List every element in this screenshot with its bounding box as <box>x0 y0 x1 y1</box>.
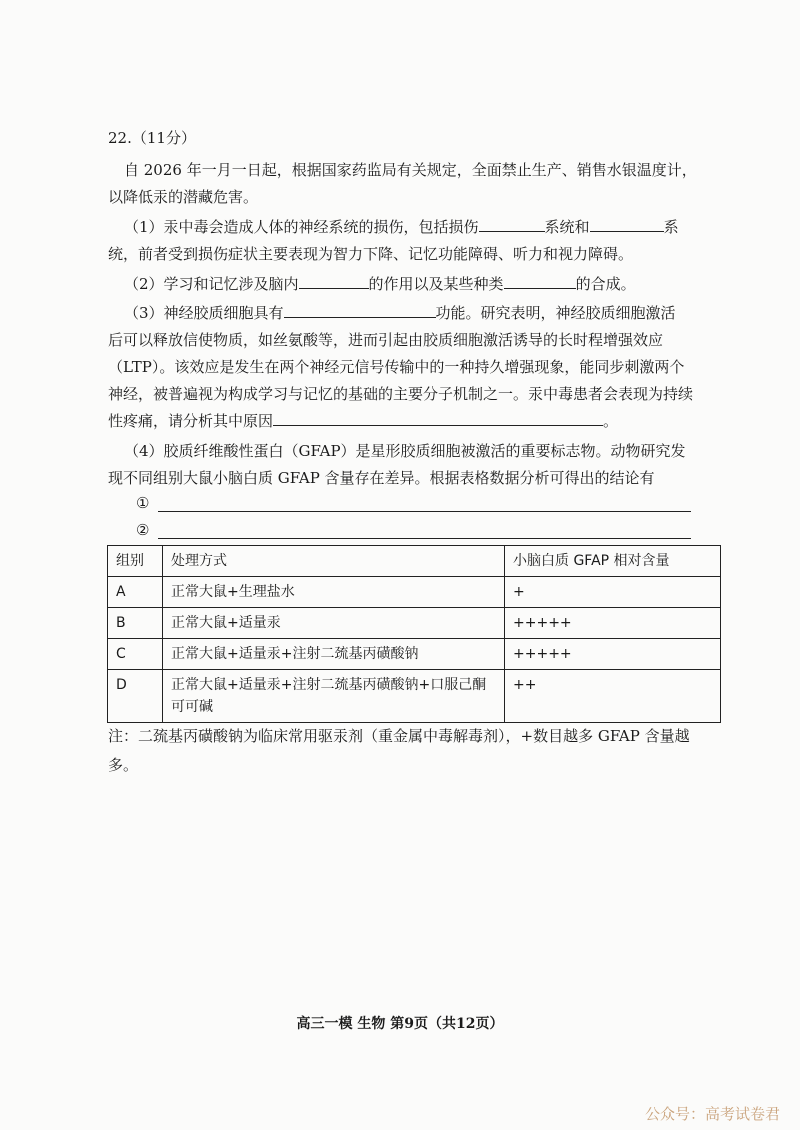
answer-2-rule <box>158 538 691 539</box>
q3-blank-1[interactable] <box>284 303 436 318</box>
cell-treatment: 正常大鼠+适量汞+注射二巯基丙磺酸钠 <box>163 639 505 670</box>
q1-text-b: 系统和 <box>544 218 590 236</box>
cell-treatment: 正常大鼠+生理盐水 <box>163 577 505 608</box>
cell-treatment: 正常大鼠+适量汞 <box>163 608 505 639</box>
header-treatment: 处理方式 <box>163 546 505 577</box>
q2-blank-1[interactable] <box>299 274 369 289</box>
cell-level: + <box>505 577 721 608</box>
q3-text-f: 性疼痛，请分析其中原因 <box>108 412 274 430</box>
answer-line-1[interactable] <box>136 494 691 516</box>
q3-line-4: 神经，被普遍视为构成学习与记忆的基础的主要分子机制之一。汞中毒患者会表现为持续 <box>108 385 694 403</box>
q3-line-3: （LTP）。该效应是发生在两个神经元信号传输中的一种持久增强现象，能同步刺激两个 <box>108 358 685 376</box>
table-row <box>108 670 721 723</box>
cell-group: A <box>108 577 163 608</box>
table-row <box>108 608 721 639</box>
q4-line-2: 现不同组别大鼠小脑白质 GFAP 含量存在差异。根据表格数据分析可得出的结论有 <box>108 469 655 487</box>
table-row <box>108 639 721 670</box>
intro-line-1: 自 2026 年一月一日起，根据国家药监局有关规定，全面禁止生产、销售水银温度计， <box>124 161 697 179</box>
q1-blank-2[interactable] <box>590 217 664 232</box>
answer-line-2[interactable] <box>136 521 691 543</box>
q1-text-a: （1）汞中毒会造成人体的神经系统的损伤，包括损伤 <box>124 218 479 236</box>
q3-text-g: 。 <box>603 412 619 430</box>
question-header: 22.（11分） <box>108 129 196 147</box>
q3-blank-2[interactable] <box>273 411 603 426</box>
answer-2-marker: ② <box>136 521 150 539</box>
cell-level: +++++ <box>505 639 721 670</box>
answer-1-marker: ① <box>136 494 150 512</box>
q3-text-b: 功能。研究表明，神经胶质细胞激活 <box>435 304 676 322</box>
q2-text-c: 的合成。 <box>575 275 636 293</box>
header-group: 组别 <box>108 546 163 577</box>
cell-treatment: 正常大鼠+适量汞+注射二巯基丙磺酸钠+口服己酮可可碱 <box>163 670 505 723</box>
page-footer: 高三一模 生物 第9页（共12页） <box>296 1016 504 1032</box>
watermark: 公众号：高考试卷君 <box>644 1105 780 1123</box>
cell-group: C <box>108 639 163 670</box>
q1-line-1 <box>124 217 698 237</box>
cell-group: D <box>108 670 163 723</box>
q3-line-2: 后可以释放信使物质，如丝氨酸等，进而引起由胶质细胞激活诱导的长时程增强效应 <box>108 331 664 349</box>
note-line-1: 注：二巯基丙磺酸钠为临床常用驱汞剂（重金属中毒解毒剂），+数目越多 GFAP 含量越 <box>108 727 690 745</box>
q2-text-a: （2）学习和记忆涉及脑内 <box>124 275 299 293</box>
q3-line-5 <box>108 411 698 431</box>
table-row <box>108 577 721 608</box>
q1-line-2: 统，前者受到损伤症状主要表现为智力下降、记忆功能障碍、听力和视力障碍。 <box>108 245 634 263</box>
note-line-2: 多。 <box>108 756 139 774</box>
q2-blank-2[interactable] <box>504 274 576 289</box>
cell-level: ++ <box>505 670 721 723</box>
answer-1-rule <box>158 511 691 512</box>
q3-text-a: （3）神经胶质细胞具有 <box>124 304 284 322</box>
cell-group: B <box>108 608 163 639</box>
header-gfap-level: 小脑白质 GFAP 相对含量 <box>505 546 721 577</box>
q1-blank-1[interactable] <box>479 217 545 232</box>
q3-line-1 <box>124 303 698 323</box>
q4-line-1: （4）胶质纤维酸性蛋白（GFAP）是星形胶质细胞被激活的重要标志物。动物研究发 <box>124 442 686 460</box>
table-header-row <box>108 546 721 577</box>
q2-line <box>124 274 698 294</box>
intro-line-2: 以降低汞的潜藏危害。 <box>108 188 259 206</box>
q2-text-b: 的作用以及某些种类 <box>368 275 504 293</box>
gfap-table <box>107 545 721 723</box>
cell-level: +++++ <box>505 608 721 639</box>
q1-text-c: 系 <box>663 218 679 236</box>
